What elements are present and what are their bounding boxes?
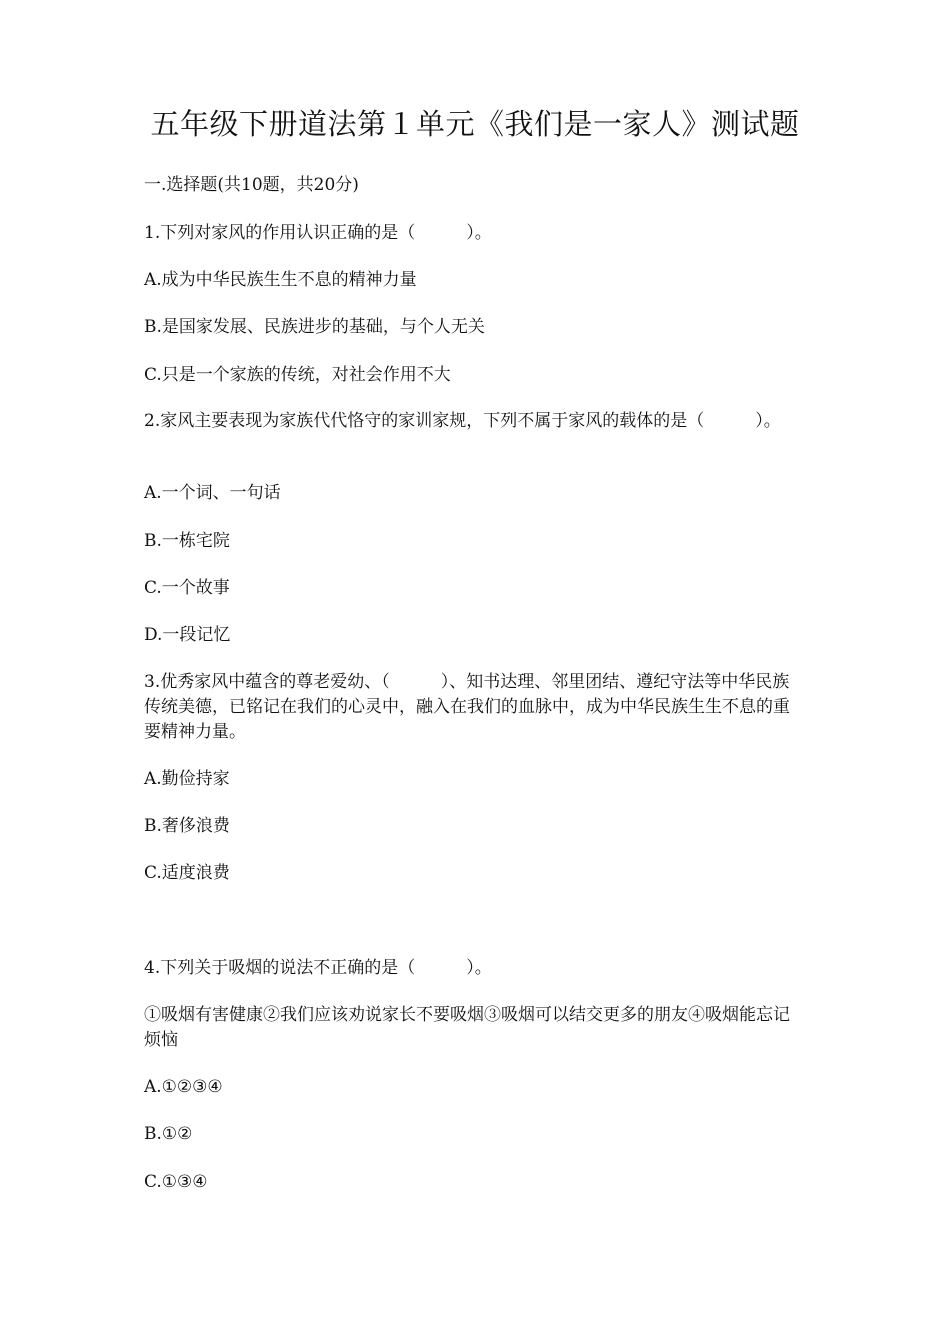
question-1-stem: 1.下列对家风的作用认识正确的是（ ）。 — [144, 223, 492, 243]
question-3-stem: 3.优秀家风中蕴含的尊老爱幼、（ ）、知书达理、邻里团结、遵纪守法等中华民族传统美德，已铭记在我们的心灵中，融入在我们的血脉中，成为中华民族生生不息的重要精神力量。 — [144, 672, 790, 742]
question-4-option-a: A.①②③④ — [144, 1077, 223, 1097]
question-2-option-a: A.一个词、一句话 — [144, 483, 281, 503]
question-1-option-c: C.只是一个家族的传统，对社会作用不大 — [144, 365, 451, 385]
question-2-stem: 2.家风主要表现为家族代代恪守的家训家规，下列不属于家风的载体的是（ ）。 — [144, 411, 781, 431]
question-3-option-c: C.适度浪费 — [144, 863, 230, 883]
question-1-option-b: B.是国家发展、民族进步的基础，与个人无关 — [144, 317, 485, 337]
question-4-option-c: C.①③④ — [144, 1172, 208, 1192]
question-4-statements: ①吸烟有害健康②我们应该劝说家长不要吸烟③吸烟可以结交更多的朋友④吸烟能忘记烦恼 — [144, 1005, 790, 1050]
question-4-stem: 4.下列关于吸烟的说法不正确的是（ ）。 — [144, 958, 492, 978]
question-3-option-a: A.勤俭持家 — [144, 769, 230, 789]
question-1-option-a: A.成为中华民族生生不息的精神力量 — [144, 270, 417, 290]
question-2-option-c: C.一个故事 — [144, 578, 230, 598]
question-3-option-b: B.奢侈浪费 — [144, 816, 230, 836]
question-4-option-b: B.①② — [144, 1124, 193, 1144]
question-2-option-b: B.一栋宅院 — [144, 531, 230, 551]
section-heading: 一.选择题(共10题，共20分) — [144, 175, 359, 195]
question-2-option-d: D.一段记忆 — [144, 625, 231, 645]
page-title: 五年级下册道法第１单元《我们是一家人》测试题 — [150, 107, 800, 141]
